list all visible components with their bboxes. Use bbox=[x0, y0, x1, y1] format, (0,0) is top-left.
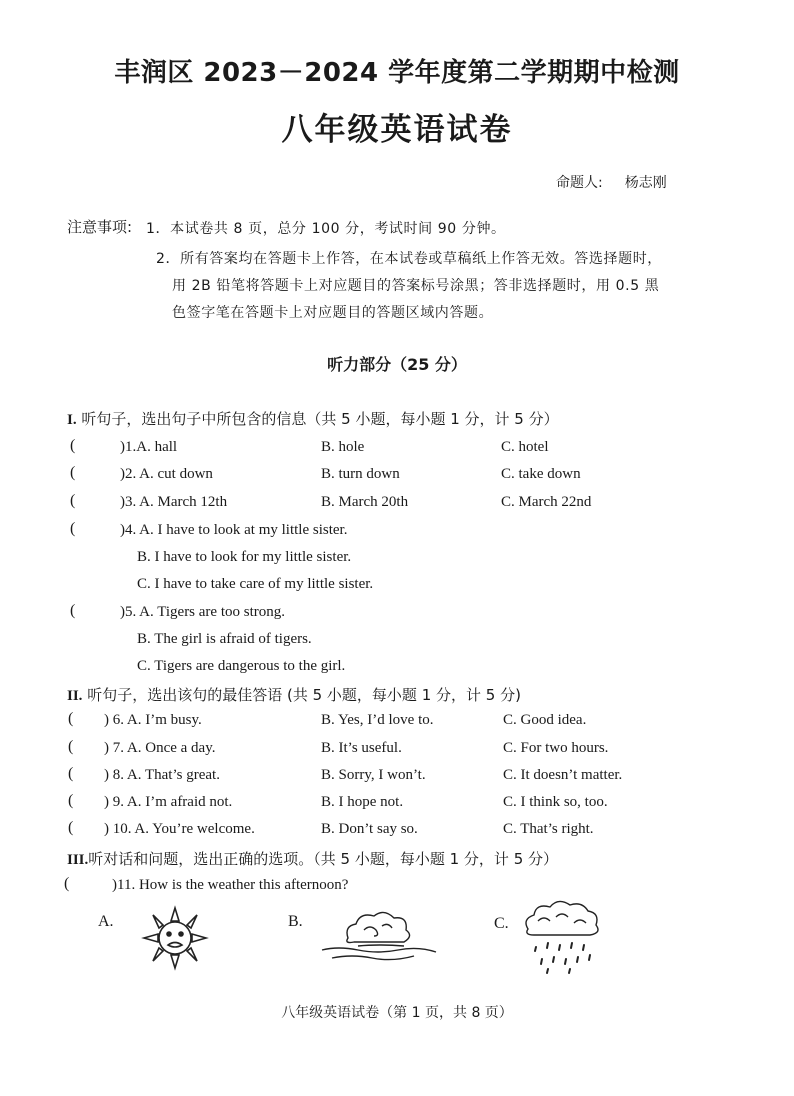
answer-paren: ( bbox=[70, 520, 76, 537]
answer-paren: ( bbox=[68, 792, 74, 809]
answer-paren: ( bbox=[70, 492, 76, 509]
sun-icon bbox=[138, 903, 212, 973]
q9-option-b: B. I hope not. bbox=[321, 794, 404, 810]
answer-paren: ( bbox=[64, 875, 70, 892]
answer-paren: ( bbox=[70, 602, 76, 619]
exam-subtitle: 八年级英语试卷 bbox=[281, 112, 513, 148]
q3-option-c: C. March 22nd bbox=[501, 494, 592, 510]
q7-option-c: C. For two hours. bbox=[503, 740, 609, 756]
q4-option-c: C. I have to take care of my little sister. bbox=[137, 576, 374, 592]
q5-option-b: B. The girl is afraid of tigers. bbox=[137, 631, 312, 647]
q7-option-b: B. It’s useful. bbox=[321, 740, 402, 756]
notice-item-2-line-2: 用 2B 铅笔将答题卡上对应题目的答案标号涂黑；答非选择题时，用 0.5 黑 bbox=[172, 278, 660, 294]
author-name: 杨志刚 bbox=[624, 175, 667, 191]
part-2-heading bbox=[67, 684, 521, 705]
q2-option-c: C. take down bbox=[501, 466, 581, 482]
q3-option-b: B. March 20th bbox=[321, 494, 409, 510]
q1-option-c: C. hotel bbox=[501, 439, 549, 455]
q10-option-c: C. That’s right. bbox=[503, 821, 594, 837]
part-2-number: II. bbox=[67, 688, 83, 704]
q2-option-b: B. turn down bbox=[321, 466, 400, 482]
q1-option-b: B. hole bbox=[321, 439, 365, 455]
q11-option-b-label: B. bbox=[288, 913, 303, 930]
q2-stem: )2. A. cut down bbox=[120, 466, 213, 482]
q5-stem: )5. A. Tigers are too strong. bbox=[120, 604, 285, 620]
q11-stem: )11. How is the weather this afternoon? bbox=[112, 877, 349, 893]
answer-paren: ( bbox=[68, 710, 74, 727]
answer-paren: ( bbox=[68, 765, 74, 782]
part-3-heading bbox=[67, 848, 558, 869]
answer-paren: ( bbox=[70, 464, 76, 481]
part-2-instruction: 听句子，选出该句的最佳答语 (共 5 小题，每小题 1 分，计 5 分) bbox=[87, 686, 521, 704]
part-3-number: III. bbox=[67, 852, 89, 868]
q5-option-c: C. Tigers are dangerous to the girl. bbox=[137, 658, 346, 674]
q8-option-b: B. Sorry, I won’t. bbox=[321, 767, 426, 783]
q8-option-c: C. It doesn’t matter. bbox=[503, 767, 623, 783]
part-1-instruction: 听句子，选出句子中所包含的信息（共 5 小题，每小题 1 分，计 5 分） bbox=[81, 410, 559, 428]
q6-stem: ) 6. A. I’m busy. bbox=[104, 712, 202, 728]
q8-stem: ) 8. A. That’s great. bbox=[104, 767, 220, 783]
q6-option-b: B. Yes, I’d love to. bbox=[321, 712, 434, 728]
answer-paren: ( bbox=[68, 738, 74, 755]
answer-paren: ( bbox=[68, 819, 74, 836]
part-1-heading bbox=[67, 408, 559, 429]
q10-stem: ) 10. A. You’re welcome. bbox=[104, 821, 255, 837]
q11-option-c-label: C. bbox=[494, 915, 509, 932]
q4-stem: )4. A. I have to look at my little sister. bbox=[120, 522, 348, 538]
q3-stem: )3. A. March 12th bbox=[120, 494, 228, 510]
author-line bbox=[556, 172, 667, 192]
q11-option-a-label: A. bbox=[98, 913, 114, 930]
listening-section-title: 听力部分（25 分） bbox=[327, 355, 467, 374]
notice-item-2-line-1: 2．所有答案均在答题卡上作答，在本试卷或草稿纸上作答无效。答选择题时， bbox=[156, 251, 662, 267]
part-3-instruction: 听对话和问题，选出正确的选项。（共 5 小题，每小题 1 分，计 5 分） bbox=[88, 850, 559, 868]
page-footer: 八年级英语试卷（第 1 页，共 8 页） bbox=[281, 1005, 513, 1021]
notice-label: 注意事项: bbox=[67, 218, 133, 236]
author-label: 命题人: bbox=[556, 175, 603, 191]
q1-stem: )1.A. hall bbox=[120, 439, 178, 455]
exam-title: 丰润区 2023－2024 学年度第二学期期中检测 bbox=[114, 58, 680, 88]
notice-item-2-line-3: 色签字笔在答题卡上对应题目的答题区域内答题。 bbox=[172, 305, 494, 321]
rain-cloud-icon bbox=[520, 899, 604, 977]
cloud-wind-icon bbox=[318, 906, 442, 966]
part-1-number: I. bbox=[67, 412, 77, 428]
q9-option-c: C. I think so, too. bbox=[503, 794, 608, 810]
answer-paren: ( bbox=[70, 437, 76, 454]
q4-option-b: B. I have to look for my little sister. bbox=[137, 549, 352, 565]
q7-stem: ) 7. A. Once a day. bbox=[104, 740, 216, 756]
q6-option-c: C. Good idea. bbox=[503, 712, 587, 728]
notice-item-1: 1．本试卷共 8 页，总分 100 分，考试时间 90 分钟。 bbox=[146, 221, 506, 237]
q10-option-b: B. Don’t say so. bbox=[321, 821, 418, 837]
q9-stem: ) 9. A. I’m afraid not. bbox=[104, 794, 233, 810]
